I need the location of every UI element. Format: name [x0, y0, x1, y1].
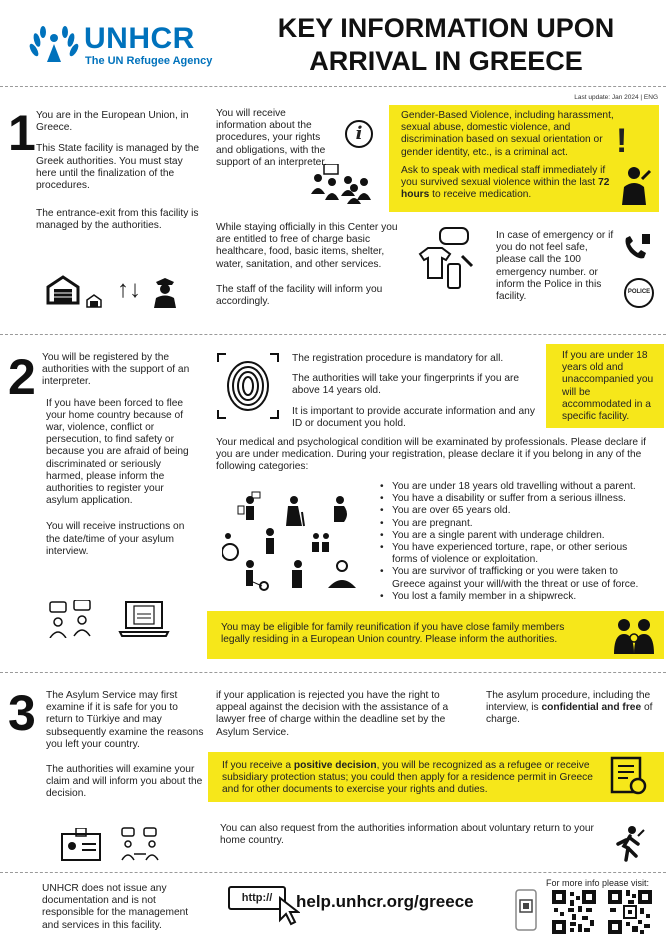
categories-list: [378, 481, 654, 603]
group-interpreter-icon: [308, 164, 376, 204]
id-card-icon: [60, 828, 102, 862]
gbv-p2: [401, 165, 619, 202]
vulnerable-groups-icon: [222, 490, 372, 594]
website-link[interactable]: help.unhcr.org/greece: [296, 892, 474, 911]
category-item: • You are a single parent with underage children.: [378, 530, 654, 542]
qr-code-1[interactable]: [552, 890, 596, 934]
category-item: • You are pregnant.: [378, 518, 654, 530]
family-reunification-box: [207, 611, 664, 659]
fingerprint-icon: [216, 352, 280, 420]
page-title-line2: ARRIVAL IN GREECE: [309, 46, 583, 76]
positive-bold: positive decision: [293, 760, 377, 771]
more-info-label: For more info please visit:: [546, 878, 650, 888]
distressed-person-icon: [620, 165, 654, 205]
entry-exit-arrows-icon: ↑↓: [117, 276, 141, 303]
confidential-text: [486, 690, 656, 727]
section1-col1-p3: The entrance-exit from this facility is managed by the authorities.: [36, 208, 199, 232]
gbv-p2-bold: 72 hours: [401, 177, 610, 201]
interview-icon: [120, 826, 160, 862]
emergency-text: In case of emergency or if you do not feel safe, please call the 100 emergency number. or inform the Police in this facility.: [496, 230, 614, 303]
reg-p1: The registration procedure is mandatory for all.: [292, 353, 504, 364]
category-item: • You have experienced torture, rape, or other serious forms of violence or exploitation.: [378, 542, 654, 566]
section3-p1: The Asylum Service may first examine if it is safe for you to return to Türkiye and may subsequently examine the reasons you left your country.: [46, 690, 204, 750]
gbv-p2-pre: Ask to speak with medical staff immediately if you survived sexual violence within the last: [401, 164, 606, 189]
section1-col1: [36, 110, 202, 242]
section2-p2: If you have been forced to flee your home country because of war, violence, conflict or persecution, to find safety or because you are afraid of being discriminated or seriously harmed, please inform the authorities to register your asylum application.: [46, 397, 189, 507]
center-p1: While staying officially in this Center you are entitled to free of charge basic healthcare, food, basic items, shelter, water, sanitation, and other services.: [216, 222, 398, 270]
family-text: You may be eligible for family reunification if you have close family members legally residing in a European Union country. Please inform the authorities.: [221, 622, 565, 646]
section1-divider: [0, 334, 666, 335]
section2-divider: [0, 672, 666, 673]
conf-bold: confidential and free: [541, 702, 642, 714]
header-divider: [0, 86, 666, 87]
medical-text: Your medical and psychological condition will be examinated by professionals. Please declare if you are under medication. During your registration, please declare it if you belong in any of the following categories:: [216, 437, 647, 473]
section3-p2: The authorities will examine your claim and will inform you about the decision.: [46, 764, 203, 800]
section2-number: 2: [8, 349, 36, 405]
category-item: • You are under 18 years old travelling without a parent.: [378, 481, 654, 493]
police-officer-icon: [152, 276, 178, 308]
http-label: http://: [241, 892, 273, 904]
warning-exclamation-icon: !: [616, 122, 628, 160]
section1-number: 1: [8, 105, 36, 161]
brand-name: UNHCR: [84, 22, 195, 55]
emergency-phone-icon: [622, 232, 654, 262]
section1-col1-p2: This State facility is managed by the Greek authorities. You must stay here until the finalization of the procedures.: [36, 143, 200, 192]
positive-decision-box: [208, 752, 664, 802]
page-title: [246, 12, 646, 78]
basic-items-icon: [418, 226, 476, 292]
certificate-icon: [608, 756, 650, 796]
phone-qr-icon: [512, 888, 540, 934]
family-icon: [612, 618, 656, 654]
walking-person-icon: [612, 826, 646, 862]
voluntary-return-text: You can also request from the authorities information about voluntary return to your home country.: [220, 823, 594, 847]
reg-p2: The authorities will take your fingerprints if you are above 14 years old.: [292, 373, 520, 397]
section3-divider: [0, 872, 666, 873]
section3-col1: [46, 690, 204, 801]
section3-number: 3: [8, 685, 36, 741]
category-item: • You have a disability or suffer from a serious illness.: [378, 493, 654, 505]
section1-col2: You will receive information about the procedures, your rights and obligations, with the support of an interpreter.: [216, 108, 327, 168]
positive-post: , you will be recognized as a refugee or receive subsidiary protection status; you could then apply for a residence permit in Greece and for other documents to exercise your rights and duties.: [222, 760, 593, 796]
section1-col1-p1: You are in the European Union, in Greece.: [36, 110, 189, 134]
unhcr-logo: [28, 20, 218, 72]
police-badge-icon: [624, 278, 654, 308]
reg-p3: It is important to provide accurate information and any ID or document you hold.: [292, 405, 535, 429]
section2-col1: [42, 352, 196, 558]
conf-pre: The asylum procedure, including the interview, is: [486, 690, 651, 714]
facility-gate-icon: [46, 275, 80, 305]
small-building-icon: [86, 294, 102, 308]
info-icon: i: [345, 120, 373, 148]
qr-code-2[interactable]: [608, 890, 652, 934]
section2-p3: You will receive instructions on the date/time of your asylum interview.: [46, 521, 185, 557]
section2-p1: You will be registered by the authorities with the support of an interpreter.: [42, 352, 190, 388]
last-update: Last update: Jan 2024 | ENG: [574, 94, 658, 101]
footer-disclaimer: UNHCR does not issue any documentation and is not responsible for the management and services in this facility.: [42, 883, 189, 931]
category-item: • You are survivor of trafficking or you were taken to Greece against your will/with the threat or use of force.: [378, 566, 654, 590]
center-p2: The staff of the facility will inform you accordingly.: [216, 283, 383, 308]
brand-tagline: The UN Refugee Agency: [85, 55, 213, 67]
gbv-p1: Gender-Based Violence, including harassment, sexual abuse, domestic violence, and discrimination based on sexual orientation or gender identity, etc., is a criminal act.: [401, 110, 614, 158]
category-item: • You lost a family member in a shipwreck.: [378, 591, 654, 603]
appeal-text: if your application is rejected you have the right to appeal against the decision with the assistance of a lawyer free of charge within the deadline set by the Asylum Service.: [216, 690, 449, 738]
gbv-p2-post: to receive medication.: [429, 189, 532, 201]
police-badge-label: POLICE: [627, 289, 651, 295]
center-services: [216, 222, 411, 308]
positive-pre: If you receive a: [222, 760, 294, 771]
page-title-line1: KEY INFORMATION UPON: [277, 13, 615, 43]
unhcr-emblem-icon: [28, 22, 80, 66]
minors-box: If you are under 18 years old and unaccompanied you will be accommodated in a specific facility.: [546, 344, 664, 428]
laptop-document-icon: [118, 600, 170, 638]
category-item: • You are over 65 years old.: [378, 505, 654, 517]
conversation-icon: [48, 600, 94, 638]
registration-info: [292, 353, 536, 430]
conf-post: of charge.: [486, 702, 653, 726]
